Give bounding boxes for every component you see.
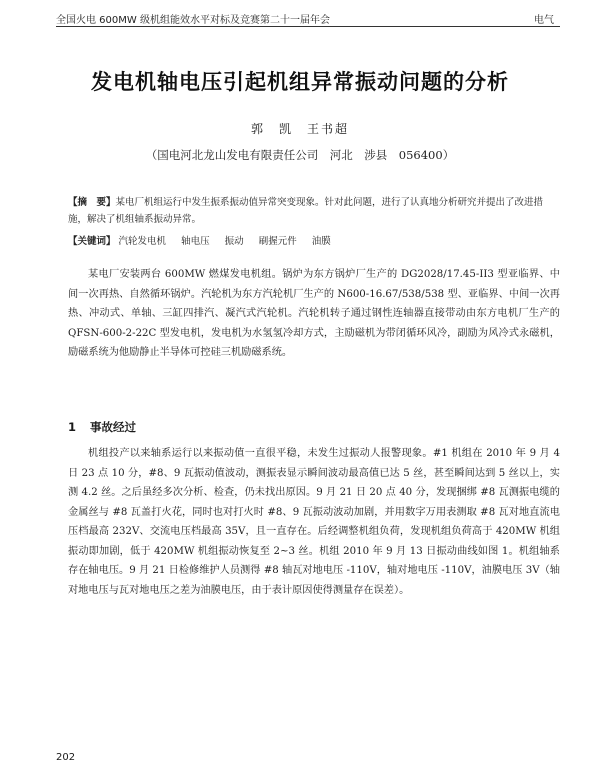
- incident-paragraph: 机组投产以来轴系运行以来振动值一直很平稳，未发生过振动人报警现象。#1 机组在 2010 年 9 月 4 日 23 点 10 分，#8、9 瓦振动值波动，测振表显示瞬间波动最高值已达 5 丝，甚至瞬间达到 5 丝以上，实测 4.2 丝。之后虽经多次分析、检查，仍未找出原因。9 月 21 日 20 点 40 分，发现捆绑 #8 瓦测振电缆的金属丝与 #8 瓦盖打火花，同时也对打火时 #8、9 瓦振动波动加剧，并用数字万用表测取 #8 瓦对地直流电压档最高 232V、交流电压档最高 35V，且一直存在。后经调整机组负荷，发现机组负荷高于 420MW 机组振动即加剧，低于 420MW 机组振动恢复至 2~3 丝。机组 2010 年 9 月 13 日振动曲线如图 1。机组轴系存在轴电压。9 月 21 日检修维护人员测得 #8 轴瓦对地电压 -110V，轴对地电压 -110V，油膜电压 3V（轴对地电压与瓦对地电压之差为油膜电压，由于表计原因使得测量存在误差）。: [68, 448, 560, 596]
- paper-affiliation: （国电河北龙山发电有限责任公司 河北 涉县 056400）: [145, 148, 455, 162]
- section-heading: [68, 419, 136, 435]
- section-title: 事故经过: [90, 420, 137, 434]
- paper-authors: 郭 凯 王书超: [250, 122, 349, 136]
- abstract-label: 【摘 要】: [68, 197, 116, 208]
- running-header-section: 电气: [534, 15, 554, 26]
- keyword-item: 轴电压: [181, 236, 210, 247]
- keywords-label: 【关键词】: [68, 236, 116, 247]
- intro-paragraph: 某电厂安装两台 600MW 燃煤发电机组。锅炉为东方锅炉厂生产的 DG2028/17.45-II3 型亚临界、中间一次再热、自然循环锅炉。汽轮机为东方汽轮机厂生产的 N600-16.67/538/538 型、亚临界、中间一次再热、冲动式、单轴、三缸四排汽、凝汽式汽轮机。汽轮机转子通过钢性连轴器直接带动由东方电机厂生产的 QFSN-600-2-22C 型发电机，发电机为水氢氢冷却方式，主励磁机为带闭循环风冷，副励为风冷式永磁机，励磁系统为他励静止半导体可控硅三机励磁系统。: [68, 269, 560, 358]
- running-header-conference: 全国火电 600MW 级机组能效水平对标及竞赛第二十一届年会: [56, 15, 330, 26]
- paper-title: 发电机轴电压引起机组异常振动问题的分析: [91, 70, 509, 94]
- section-number: 1: [68, 420, 77, 434]
- keywords: [68, 233, 548, 247]
- keyword-item: 油膜: [311, 236, 331, 247]
- keyword-item: 刷握元件: [258, 236, 297, 247]
- keyword-item: 汽轮发电机: [118, 236, 167, 247]
- abstract-text: 某电厂机组运行中发生振系振动值异常突变现象。针对此问题，进行了认真地分析研究并提出了改进措施，解决了机组轴系振动异常。: [68, 197, 544, 225]
- page-number: 202: [56, 752, 76, 763]
- running-header: [56, 8, 560, 27]
- abstract: [68, 194, 548, 228]
- keyword-item: 振动: [224, 236, 244, 247]
